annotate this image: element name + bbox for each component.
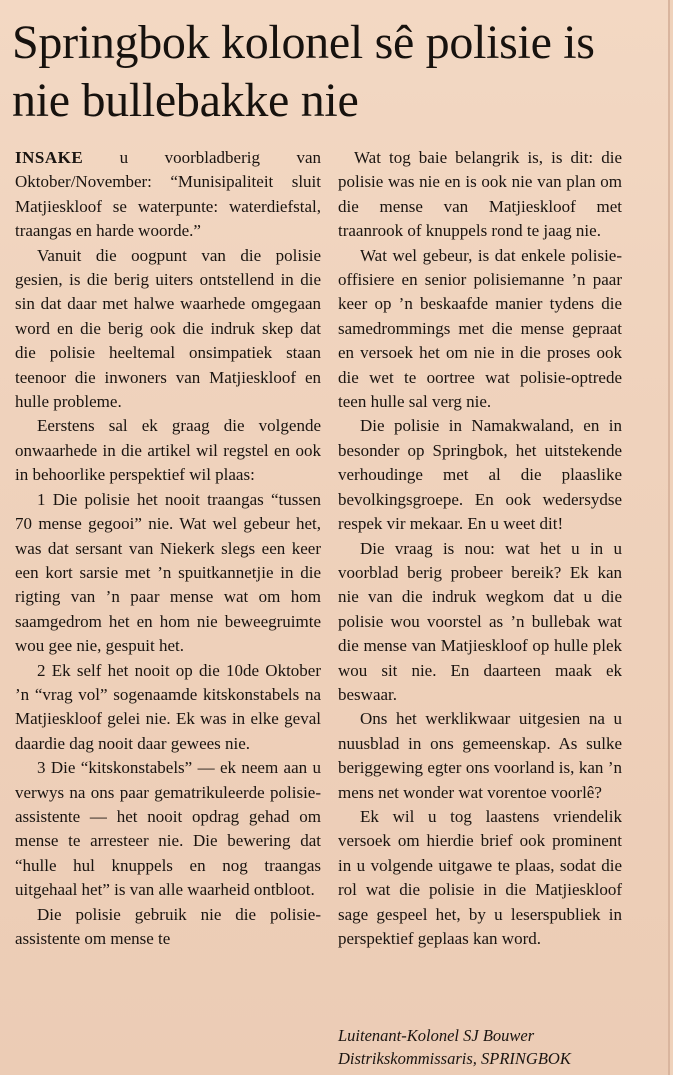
paragraph-request: Ek wil u tog laastens vriendelik versoek om hierdie brief ook prominent in u volgende uitgawe te plaas, sodat die rol wat die polisie in die Matjieskloof sage gespeel het, by u leserspubliek in perspektief geplaas kan word. — [338, 806, 622, 948]
right-column — [338, 146, 622, 951]
signature-name: Luitenant-Kolonel SJ Bouwer — [338, 1026, 535, 1045]
paragraph-firstly: Eerstens sal ek graag die volgende onwaarhede in die artikel wil regstel en ook in behoorlike perspektief wil plaas: — [15, 416, 321, 485]
paragraph-newspaper: Ons het werklikwaar uitgesien na u nuusblad in ons gemeenskap. As sulke beriggewing egter ons voorland is, kan ’n mens net wonder wat vorentoe voorlê? — [338, 709, 622, 802]
headline: Springbok kolonel sê polisie is nie bullebakke nie — [12, 16, 595, 127]
paragraph-namakwaland: Die polisie in Namakwaland, en in besonder op Springbok, het uitstekende verhoudinge met al die plaaslike bevolkingsgroepe. En ook wedersydse respek vir mekaar. En u weet dit! — [338, 416, 622, 534]
intro-text: u voorbladberig van Oktober/November: “Munisipaliteit sluit Matjieskloof se waterpunte: waterdiefstal, traangas en harde woorde.” — [15, 148, 321, 241]
paragraph-intro — [15, 146, 321, 244]
paragraph-point-1: 1 Die polisie het nooit traangas “tussen 70 mense gegooi” nie. Wat wel gebeur het, was dat sersant van Niekerk slegs een keer een kort sarsie met ’n spuitkannetjie in die rigting van ’n paar mense wat om hom saamgedrom het en hom nie beweegruimte wou gee nie, gespuit het. — [15, 489, 321, 656]
paragraph-what-happened: Wat wel gebeur, is dat enkele polisie-offisiere en senior polisiemanne ’n paar keer op ’n beskaafde manier tydens die samedrommings met die mense gepraat en versoek het om nie in die proses ook die wet te oortree wat polisie-optrede teen hulle sal verg nie. — [338, 245, 622, 412]
signature-block — [338, 1024, 638, 1070]
signature-title: Distrikskommissaris, SPRINGBOK — [338, 1049, 571, 1068]
paragraph-point-2: 2 Ek self het nooit op die 10de Oktober ’n “vrag vol” sogenaamde kitskonstabels na Matjieskloof gelei nie. Ek was in elke geval daardie dag nooit daar gewees nie. — [15, 660, 321, 753]
lead-word: INSAKE — [15, 148, 84, 167]
left-column — [15, 146, 321, 948]
paragraph-cutoff: Die polisie gebruik nie die polisie-assistente om mense te — [15, 904, 321, 948]
paragraph-viewpoint: Vanuit die oogpunt van die polisie gesien, is die berig uiters ontstellend in die sin dat daar met halwe waarhede omgegaan word en die berig ook die indruk skep dat die polisie heeltemal onsimpatiek staan teenoor die inwoners van Matjieskloof en hulle probleme. — [15, 245, 321, 412]
paragraph-point-3: 3 Die “kitskonstabels” — ek neem aan u verwys na ons paar gematrikuleerde polisie-assistente — het nooit opdrag gehad om mense te arresteer nie. Die bewering dat “hulle hul knuppels en nog traangas uitgehaal het” is van alle waarheid ontbloot. — [15, 758, 321, 900]
paragraph-important: Wat tog baie belangrik is, is dit: die polisie was nie en is ook nie van plan om die mense van Matjieskloof met traanrook of knuppels rond te jaag nie. — [338, 148, 622, 241]
paragraph-question: Die vraag is nou: wat het u in u voorblad berig probeer bereik? Ek kan nie van die indruk wegkom dat u die polisie wou voorstel as ’n bullebak wat die mense van Matjieskloof op hulle plek wou sit nie. En daarteen maak ek beswaar. — [338, 538, 622, 704]
